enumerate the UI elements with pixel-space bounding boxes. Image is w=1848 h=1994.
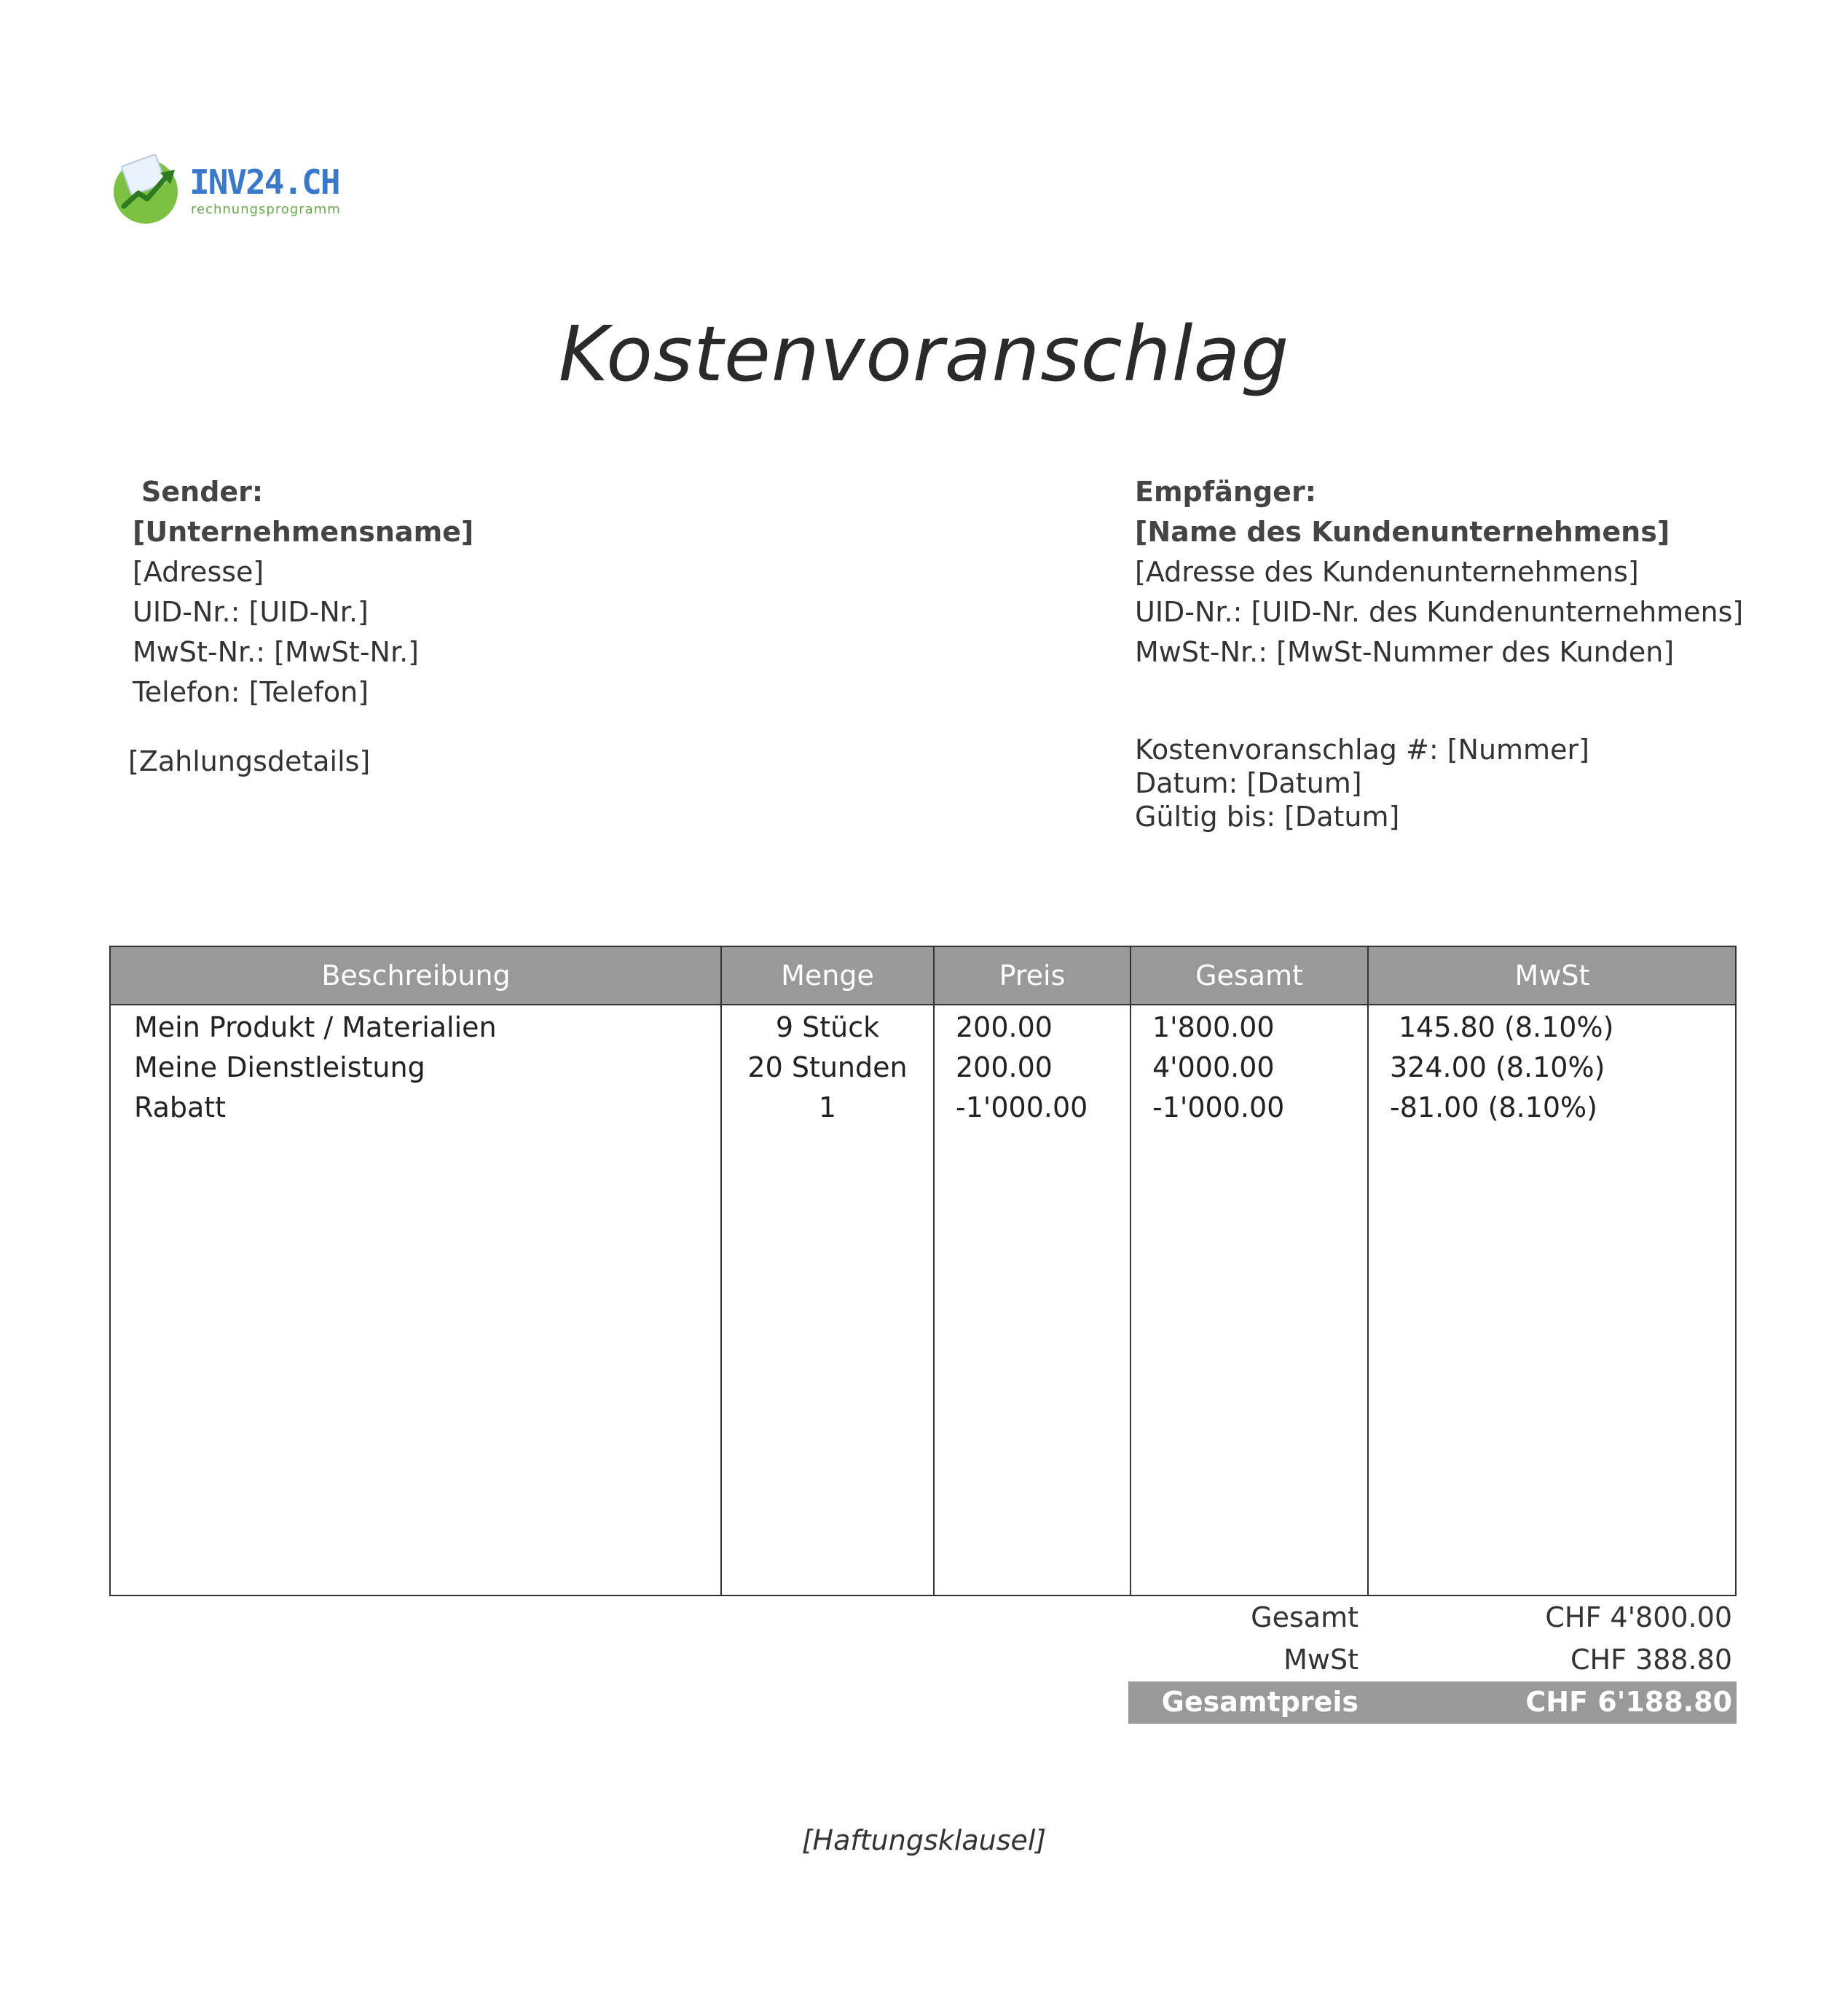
header-description: Beschreibung	[321, 959, 511, 992]
row-1-description: Mein Produkt / Materialien	[134, 1011, 497, 1043]
quote-number: Kostenvoranschlag #: [Nummer]	[1135, 734, 1589, 766]
vat-total-label: MwSt	[1283, 1644, 1359, 1676]
company-logo	[109, 149, 341, 229]
row-3-vat: -81.00 (8.10%)	[1390, 1091, 1597, 1123]
row-2-vat: 324.00 (8.10%)	[1390, 1051, 1605, 1083]
row-2-total: 4'000.00	[1152, 1051, 1275, 1083]
quote-date: Datum: [Datum]	[1135, 767, 1362, 799]
liability-clause: [Haftungsklausel]	[801, 1824, 1047, 1856]
row-3-price: -1'000.00	[956, 1091, 1088, 1123]
grand-total-label: Gesamtpreis	[1161, 1686, 1359, 1718]
subtotal-value: CHF 4'800.00	[1545, 1601, 1732, 1633]
row-1-vat: 145.80 (8.10%)	[1399, 1011, 1614, 1043]
sender-vat: MwSt-Nr.: [MwSt-Nr.]	[133, 636, 420, 668]
quote-valid-until: Gültig bis: [Datum]	[1135, 801, 1400, 833]
row-2-description: Meine Dienstleistung	[134, 1051, 425, 1083]
row-3-quantity: 1	[818, 1091, 837, 1123]
sender-block	[133, 472, 473, 713]
logo-name: INV24.CH	[189, 162, 339, 202]
sender-heading: Sender:	[141, 476, 264, 508]
receiver-vat: MwSt-Nr.: [MwSt-Nummer des Kunden]	[1135, 636, 1675, 668]
vat-total-value: CHF 388.80	[1570, 1644, 1732, 1676]
sender-uid: UID-Nr.: [UID-Nr.]	[133, 596, 369, 628]
column-divider	[1367, 947, 1369, 1595]
quote-meta	[1135, 733, 1589, 833]
sender-phone: Telefon: [Telefon]	[133, 676, 369, 708]
header-total: Gesamt	[1195, 959, 1303, 992]
row-1-total: 1'800.00	[1152, 1011, 1275, 1043]
receiver-uid: UID-Nr.: [UID-Nr. des Kundenunternehmens]	[1135, 596, 1744, 628]
row-1-price: 200.00	[956, 1011, 1053, 1043]
receiver-address: [Adresse des Kundenunternehmens]	[1135, 556, 1639, 588]
items-table	[109, 946, 1737, 1596]
sender-address: [Adresse]	[133, 556, 264, 588]
receiver-heading: Empfänger:	[1135, 476, 1316, 508]
logo-icon	[109, 149, 186, 226]
grand-total-bar	[1128, 1681, 1737, 1724]
column-divider	[720, 947, 722, 1595]
row-3-description: Rabatt	[134, 1091, 227, 1123]
header-quantity: Menge	[781, 959, 874, 992]
row-2-price: 200.00	[956, 1051, 1053, 1083]
row-1-quantity: 9 Stück	[775, 1011, 880, 1043]
sender-company: [Unternehmensname]	[133, 516, 474, 548]
grand-total-value: CHF 6'188.80	[1525, 1686, 1732, 1718]
logo-tagline: rechnungsprogramm	[191, 202, 341, 217]
row-2-quantity: 20 Stunden	[747, 1051, 908, 1083]
receiver-company: [Name des Kundenunternehmens]	[1135, 516, 1670, 548]
receiver-block	[1135, 472, 1743, 672]
document-title: Kostenvoranschlag	[558, 310, 1290, 399]
column-divider	[1130, 947, 1131, 1595]
header-price: Preis	[999, 959, 1066, 992]
subtotal-label: Gesamt	[1251, 1601, 1359, 1633]
row-3-total: -1'000.00	[1152, 1091, 1285, 1123]
column-divider	[933, 947, 935, 1595]
header-vat: MwSt	[1514, 959, 1590, 992]
payment-details: [Zahlungsdetails]	[128, 745, 371, 777]
